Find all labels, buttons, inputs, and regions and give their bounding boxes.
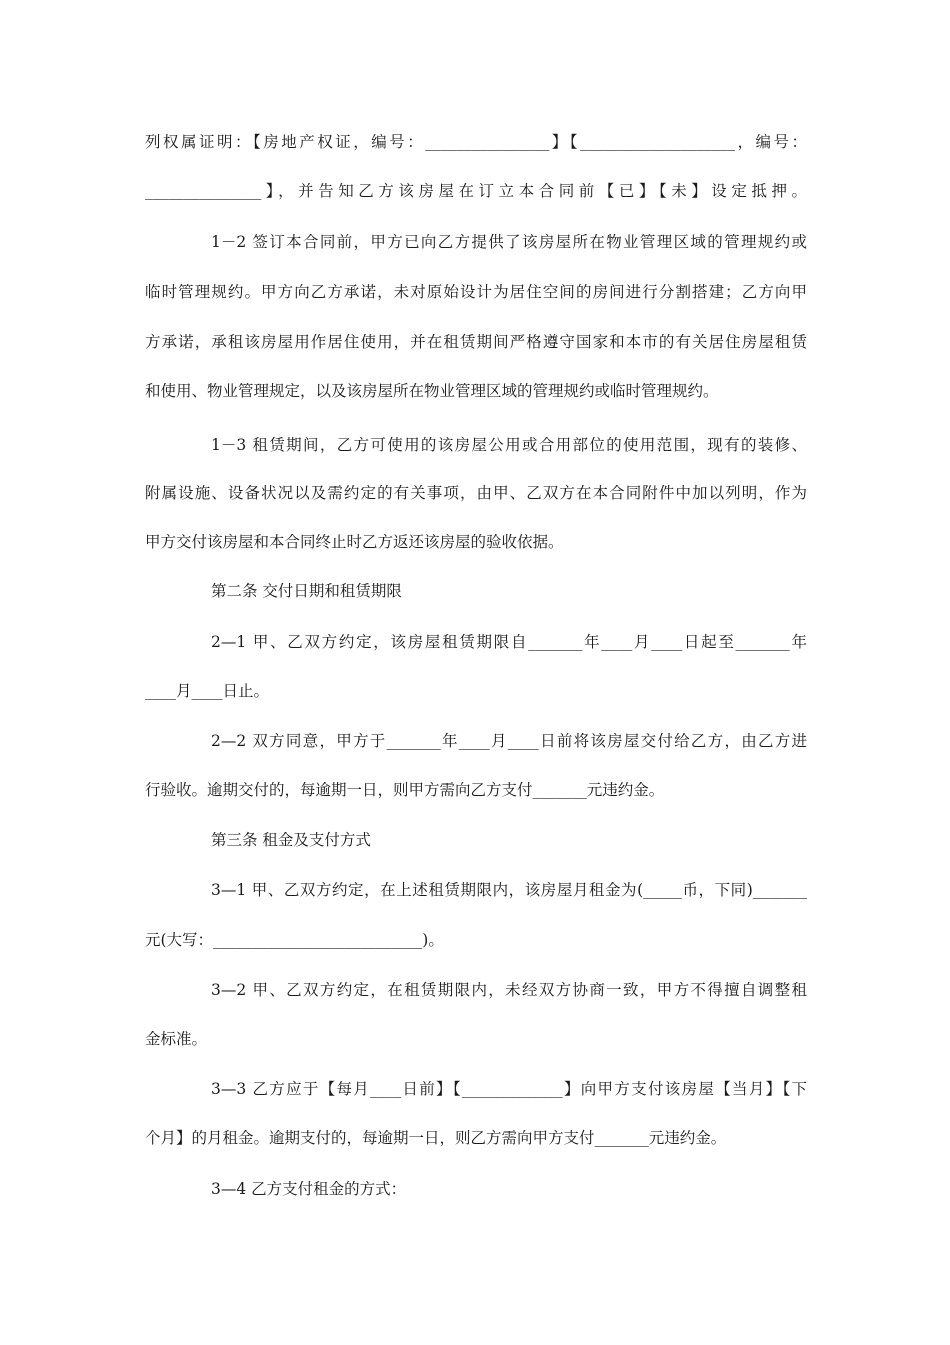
text-line-clause-1-2-cont-3: 和使用、物业管理规定，以及该房屋所在物业管理区域的管理规约或临时管理规约。 (145, 382, 719, 400)
section-heading-article-2: 第二条 交付日期和租赁期限 (211, 582, 402, 600)
text-line-ownership-proof: 列权属证明：【房地产权证，编号：________________】【____________________，编号： (145, 133, 807, 151)
text-line-clause-3-4: 3—4 乙方支付租金的方式： (211, 1180, 407, 1198)
text-line-clause-1-3: 1－3 租赁期间，乙方可使用的该房屋公用或合用部位的使用范围，现有的装修、 (211, 436, 807, 454)
text-line-clause-2-1-cont: ____月____日止。 (145, 682, 270, 700)
text-line-clause-1-3-cont-2: 甲方交付该房屋和本合同终止时乙方返还该房屋的验收依据。 (145, 533, 564, 551)
text-line-clause-3-3: 3—3 乙方应于【每月____日前】【_____________】向甲方支付该房屋【当月】【下 (211, 1080, 807, 1098)
text-line-mortgage-notice: _______________】，并告知乙方该房屋在订立本合同前【已】【未】设定抵押。 (145, 182, 807, 200)
text-line-clause-1-3-cont-1: 附属设施、设备状况以及需约定的有关事项，由甲、乙双方在本合同附件中加以列明，作为 (145, 484, 807, 502)
text-line-clause-2-2-cont: 行验收。逾期交付的，每逾期一日，则甲方需向乙方支付_______元违约金。 (145, 781, 665, 799)
text-line-clause-3-3-cont: 个月】的月租金。逾期支付的，每逾期一日，则乙方需向甲方支付_______元违约金。 (145, 1129, 727, 1147)
text-line-clause-1-2: 1－2 签订本合同前，甲方已向乙方提供了该房屋所在物业管理区域的管理规约或 (211, 233, 807, 251)
text-line-clause-3-2: 3—2 甲、乙双方约定，在租赁期限内，未经双方协商一致，甲方不得擅自调整租 (211, 981, 807, 999)
text-line-clause-3-1: 3—1 甲、乙双方约定，在上述租赁期限内，该房屋月租金为(_____币，下同)_______ (211, 881, 807, 899)
text-line-clause-1-2-cont-1: 临时管理规约。甲方向乙方承诺，未对原始设计为居住空间的房间进行分割搭建；乙方向甲 (145, 283, 807, 301)
text-line-clause-3-2-cont: 金标准。 (145, 1030, 208, 1048)
text-line-clause-2-1: 2—1 甲、乙双方约定，该房屋租赁期限自_______年____月____日起至_______年 (211, 633, 807, 651)
text-line-clause-3-1-cont: 元(大写：___________________________)。 (145, 931, 444, 949)
text-line-clause-1-2-cont-2: 方承诺，承租该房屋用作居住使用，并在租赁期间严格遵守国家和本市的有关居住房屋租赁 (145, 333, 807, 351)
text-line-clause-2-2: 2—2 双方同意，甲方于_______年____月____日前将该房屋交付给乙方，由乙方进 (211, 732, 807, 750)
section-heading-article-3: 第三条 租金及支付方式 (211, 831, 371, 849)
